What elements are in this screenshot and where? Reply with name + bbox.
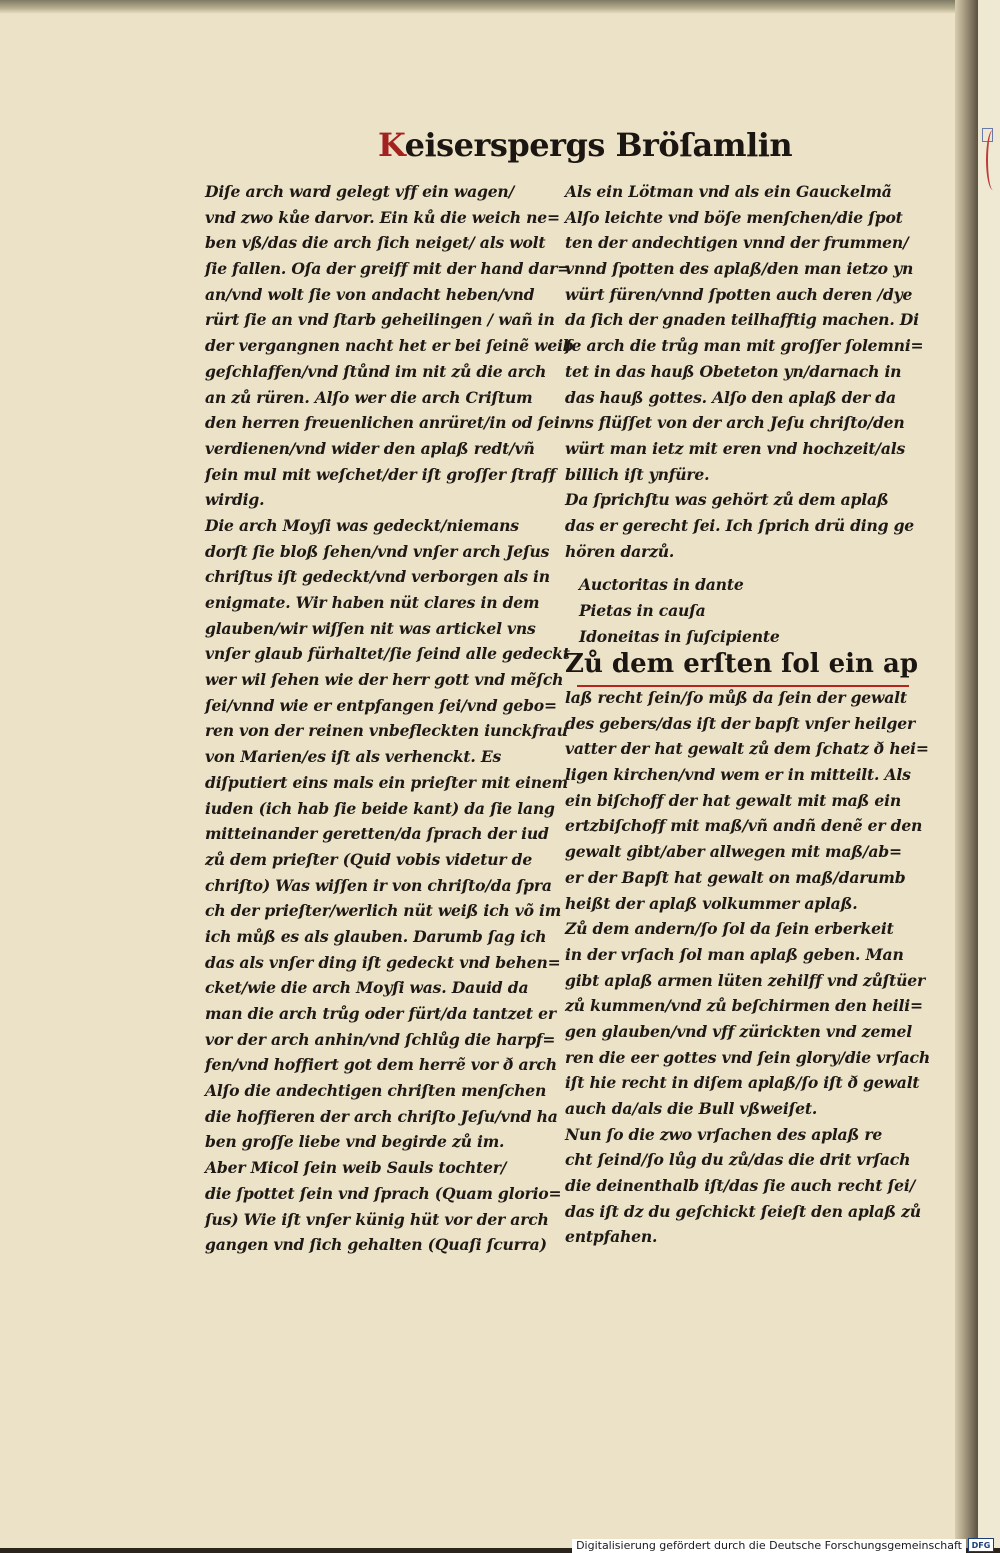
text-line: Nun ſo die zwo vrſachen des aplaß re	[565, 1124, 883, 1144]
text-line: vnnd ſpotten des aplaß/den man ietzo yn	[565, 259, 914, 279]
text-line: gangen vnd ſich gehalten (Quaſi ſcurra)	[205, 1235, 547, 1255]
text-line: das hauß gottes. Alſo den aplaß der da	[565, 387, 896, 407]
text-line: von Marien/es iſt als verhenckt. Es	[205, 747, 502, 767]
right-column-bottom	[565, 685, 930, 1250]
text-line: heißt der aplaß volkummer aplaß.	[565, 893, 858, 913]
running-head	[378, 126, 792, 164]
dfg-logo: DFG	[968, 1538, 994, 1552]
text-line: billich iſt ynfüre.	[565, 464, 710, 484]
right-column	[565, 179, 924, 649]
text-line: vatter der hat gewalt zů dem ſchatz ð hei=	[565, 739, 929, 759]
text-line: geſchlaffen/vnd ſtůnd im nit zů die arch	[205, 361, 547, 381]
text-line: entpfahen.	[565, 1227, 658, 1247]
section-heading	[565, 649, 918, 679]
text-line: ſie fallen. Oſa der greiff mit der hand dar=	[205, 259, 570, 279]
text-line: vnſer glaub fürhaltet/ſie ſeind alle gedeckt	[205, 644, 570, 664]
text-line: zů kummen/vnd zů beſchirmen den heili=	[565, 996, 923, 1016]
text-line: ren die eer gottes vnd ſein glory/die vrſach	[565, 1047, 930, 1067]
text-line: mitteinander geretten/da ſprach der iud	[205, 824, 549, 844]
text-line: iuden (ich hab ſie beide kant) da ſie lang	[205, 798, 555, 818]
text-line: ten der andechtigen vnnd der frummen/	[565, 233, 909, 253]
text-line: ren von der reinen vnbefleckten iunckfrau	[205, 721, 568, 741]
text-line: Auctoritas in dante	[579, 575, 744, 595]
text-line: wirdig.	[205, 490, 265, 510]
text-line: laß recht ſein/ſo můß da ſein der gewalt	[565, 688, 907, 707]
text-line: dorſt ſie bloß ſehen/vnd vnſer arch Jeſus	[205, 541, 550, 561]
text-line: Die arch Moyſi was gedeckt/niemans	[205, 515, 519, 535]
text-line: gen glauben/vnd vff zürickten vnd zemel	[565, 1021, 912, 1041]
text-line: vnd zwo kůe darvor. Ein ků die weich ne=	[205, 207, 560, 227]
page-gutter	[955, 0, 978, 1548]
text-line: ſein mul mit weſchet/der iſt groſſer ſtraff	[205, 464, 556, 484]
text-line: wer wil ſehen wie der herr gott vnd mẽſch	[205, 670, 564, 690]
text-line: glauben/wir wiſſen nit was artickel vns	[205, 618, 536, 638]
text-line: Als ein Lötman vnd als ein Gauckelmã	[565, 182, 892, 201]
text-line: das als vnſer ding iſt gedeckt vnd behen=	[205, 952, 561, 972]
text-line: rürt ſie an vnd ſtarb geheilingen / wañ in	[205, 310, 555, 330]
text-line: cket/wie die arch Moyſi was. Dauid da	[205, 978, 529, 998]
text-line: ich můß es als glauben. Darumb ſag ich	[205, 926, 547, 946]
running-head-rest: eiserspergs Bröſamlin	[404, 126, 793, 164]
running-head-initial: K	[378, 126, 405, 164]
text-line: ſei/vnnd wie er entpfangen ſei/vnd gebo=	[205, 695, 557, 715]
page-top-edge	[0, 0, 978, 14]
text-line: Zů dem andern/ſo ſol da ſein erberkeit	[565, 919, 894, 939]
text-line: cht ſeind/ſo lůg du zů/das die drit vrſach	[565, 1150, 911, 1170]
text-line: des gebers/das iſt der bapſt vnſer heilger	[565, 713, 915, 733]
text-line: chriſtus iſt gedeckt/vnd verborgen als in	[205, 567, 550, 587]
latin-list	[565, 572, 910, 649]
text-line: Pietas in cauſa	[579, 601, 706, 620]
text-line: tet in das hauß Obeteton yn/darnach in	[565, 361, 902, 381]
text-line: ben vß/das die arch ſich neiget/ als wolt	[205, 233, 546, 253]
red-pencil-mark	[986, 130, 1000, 190]
right-column-top-text	[565, 179, 924, 564]
text-line: ligen kirchen/vnd wem er in mitteilt. Als	[565, 765, 911, 785]
text-line: hören darzů.	[565, 541, 675, 561]
text-line: Alſo die andechtigen chriſten menſchen	[205, 1081, 547, 1101]
text-line: das er gerecht ſei. Ich ſprich drü ding ge	[565, 515, 914, 535]
digitization-credit: Digitalisierung gefördert durch die Deutsche Forschungsgemeinschaft	[572, 1539, 966, 1553]
text-line: Aber Micol ſein weib Sauls tochter/	[205, 1158, 507, 1178]
text-line: enigmate. Wir haben nüt clares in dem	[205, 593, 540, 612]
text-line: die hoffieren der arch chriſto Jeſu/vnd ha	[205, 1106, 558, 1126]
text-line: fen/vnd hoffiert got dem herrẽ vor ð arch	[205, 1055, 557, 1075]
text-line: diſputiert eins mals ein prieſter mit einem	[205, 772, 568, 792]
text-line: ertzbiſchoff mit maß/vñ andñ denẽ er den	[565, 816, 923, 836]
text-line: iſt hie recht in diſem aplaß/ſo iſt ð gewalt	[565, 1073, 920, 1093]
facing-page-edge	[978, 0, 1000, 1553]
text-line: zů dem prieſter (Quid vobis videtur de	[205, 849, 533, 869]
text-line: ben groſſe liebe vnd begirde zů im.	[205, 1132, 505, 1152]
text-line: Alſo leichte vnd böſe menſchen/die ſpot	[565, 207, 903, 227]
text-line: gewalt gibt/aber allwegen mit maß/ab=	[565, 842, 902, 862]
text-line: in der vrſach ſol man aplaß geben. Man	[565, 944, 904, 964]
text-line: an/vnd wolt ſie von andacht heben/vnd	[205, 284, 535, 304]
text-line: würt man ietz mit eren vnd hochzeit/als	[565, 438, 906, 458]
text-line: Diſe arch ward gelegt vff ein wagen/	[205, 182, 515, 201]
text-line: die ſpottet ſein vnd ſprach (Quam glorio=	[205, 1183, 562, 1203]
section-heading-text: Zů dem erſten ſol ein ap	[565, 649, 919, 679]
text-line: ſus) Wie iſt vnſer künig hüt vor der arch	[205, 1209, 549, 1229]
left-column	[205, 179, 574, 1258]
text-line: der vergangnen nacht het er bei ſeinẽ weib	[205, 336, 574, 356]
text-line: auch da/als die Bull vßweiſet.	[565, 1099, 818, 1118]
text-line: Idoneitas in ſuſcipiente	[579, 626, 780, 646]
text-line: da ſich der gnaden teilhafftig machen. Di	[565, 310, 919, 330]
text-line: ein biſchoff der hat gewalt mit maß ein	[565, 790, 901, 810]
text-line: chriſto) Was wiſſen ir von chriſto/da ſpra	[205, 875, 552, 895]
text-line: verdienen/vnd wider den aplaß redt/vñ	[205, 438, 535, 458]
text-line: ſe arch die trůg man mit groſſer ſolemni=	[565, 336, 924, 356]
text-line: man die arch trůg oder fürt/da tantzet er	[205, 1004, 556, 1023]
text-line: das iſt dz du geſchickt ſeieſt den aplaß zů	[565, 1201, 921, 1221]
text-line: den herren freuenlichen anrüret/in od ſein	[205, 413, 571, 433]
text-line: vor der arch anhin/vnd ſchlůg die harpf=	[205, 1029, 556, 1049]
text-line: die deinenthalb iſt/das ſie auch recht ſei/	[565, 1176, 916, 1196]
text-line: er der Bapſt hat gewalt on maß/darumb	[565, 867, 906, 887]
text-line: vns flüſſet von der arch Jeſu chriſto/den	[565, 413, 905, 433]
text-line: gibt aplaß armen lüten zehilff vnd zůſtüer	[565, 970, 926, 990]
text-line: würt füren/vnnd ſpotten auch deren /dye	[565, 284, 913, 304]
text-line: ch der prieſter/werlich nüt weiß ich võ im	[205, 901, 562, 921]
text-line: Da ſprichſtu was gehört zů dem aplaß	[565, 490, 889, 510]
text-line: an zů rüren. Alſo wer die arch Criſtum	[205, 387, 533, 407]
